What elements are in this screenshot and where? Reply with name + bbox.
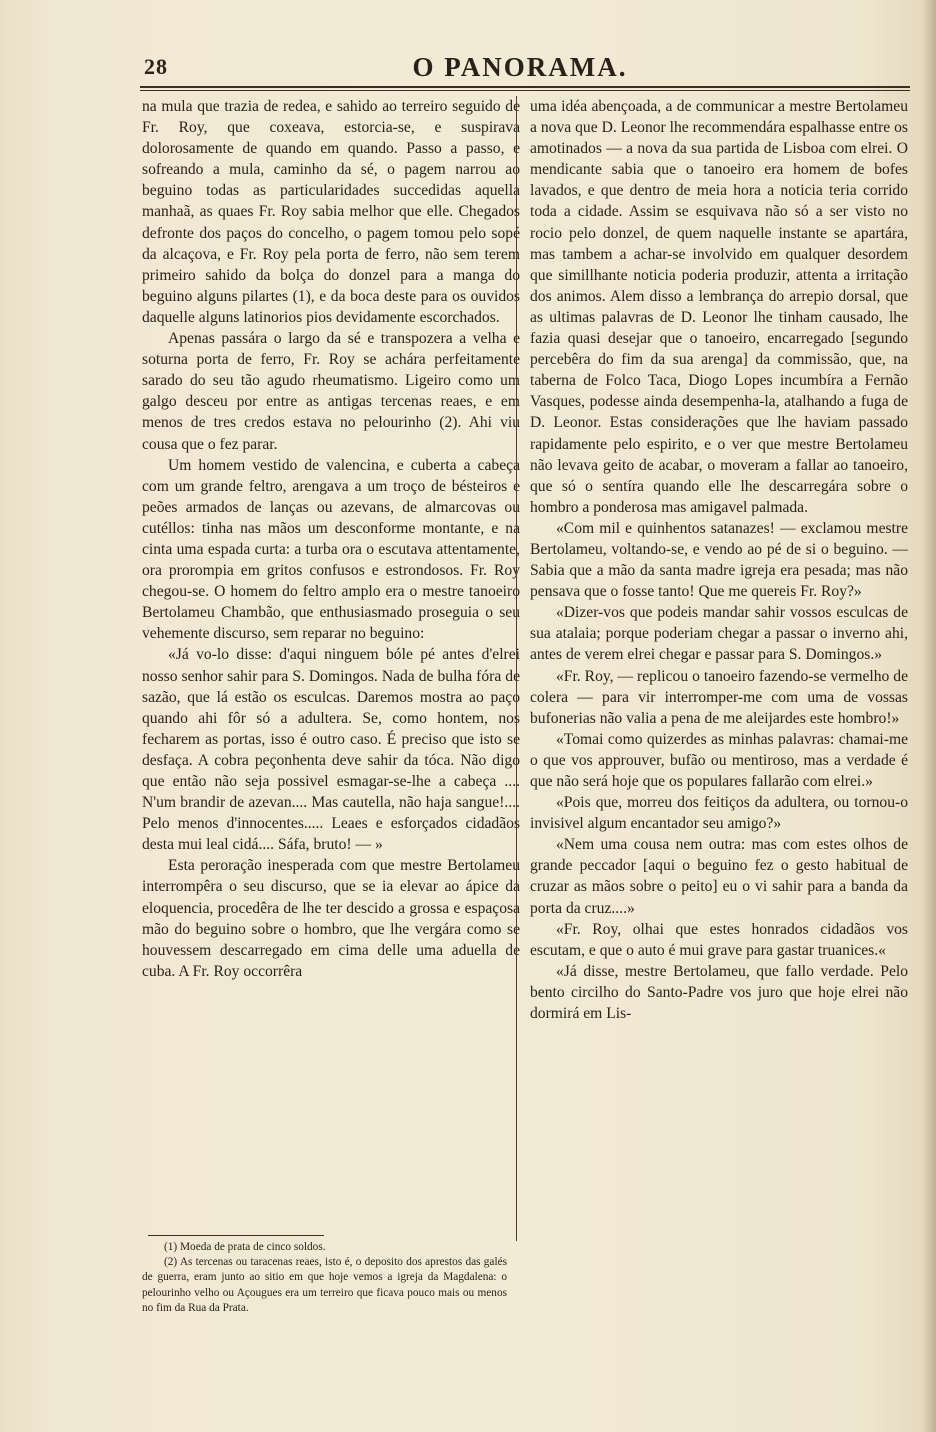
page-number: 28 <box>144 54 168 79</box>
footnotes <box>142 1240 507 1316</box>
page-header <box>140 52 900 82</box>
paragraph: «Pois que, morreu dos feitiços da adultera, ou tornou-o invisivel algum encantador seu amigo?» <box>530 794 908 833</box>
paragraph: «Com mil e quinhentos satanazes! — exclamou mestre Bertolameu, voltando-se, e vendo ao pé de si o beguino. — Sabia que a mão da santa madre igreja era pesada; mas não pensava que o fosse tanto! Que me quereis Fr. Roy?» <box>530 519 908 601</box>
paragraph: «Fr. Roy, olhai que estes honrados cidadãos vos escutam, e que o auto é mui grave para gastar truanices.« <box>530 920 908 959</box>
paragraph: Esta peroração inesperada com que mestre Bertolameu interrompêra o seu discurso, que se ia elevar ao ápice da eloquencia, procedêra de lhe ter descido a grossa e espaçosa mão do beguino sobre o hombro, que lhe vergára como se houvessem descarregado em cima delle uma aduella de cuba. A Fr. Roy occorrêra <box>142 857 520 980</box>
paragraph: «Dizer-vos que podeis mandar sahir vossos esculcas de sua atalaia; porque poderiam chegar a passar o inverno ahi, antes de verem elrei chegar e passar para S. Domingos.» <box>530 604 908 664</box>
right-column <box>530 96 908 1024</box>
footnote-rule <box>148 1235 324 1236</box>
paragraph: «Nem uma cousa nem outra: mas com estes olhos de grande peccador [aqui o beguino fez o gesto habitual de cruzar as mãos sobre o peito] eu o vi sahir para a banda da porta da cruz....» <box>530 836 908 917</box>
paragraph: «Já disse, mestre Bertolameu, que fallo verdade. Pelo bento circilho do Santo-Padre vos juro que hoje elrei não dormirá em Lis- <box>530 962 908 1023</box>
footnote: (1) Moeda de prata de cinco soldos. <box>164 1241 326 1253</box>
paragraph: Um homem vestido de valencina, e cuberta a cabeça com um grande feltro, arengava a um troço de bésteiros e peões armados de lanças ou azevans, de almarcovas ou cutéllos: tinha nas mãos um desconforme montante, e na cinta uma espada curta: a turba ora o escutava attentamente, ora prorompia em gritos confusos e estrondosos. Fr. Roy chegou-se. O homem do feltro amplo era o mestre tanoeiro Bertolameu Chambão, que enthusiasmado proseguia o seu vehemente discurso, sem reparar no beguino: <box>142 456 520 643</box>
paragraph: «Tomai como quizerdes as minhas palavras: chamai-me o que vos approuver, bufão ou mentiroso, mas a verdade é que não será hoje que os populares fallarão com elrei.» <box>530 730 908 790</box>
paragraph: uma idéa abençoada, a de communicar a mestre Bertolameu a nova que D. Leonor lhe recommendára espalhasse entre os amotinados — a nova da sua partida de Lisboa com elrei. O mendicante sabia que o tanoeiro era homem de bofes lavados, e que dentro de meia hora a noticia teria corrido toda a cidade. Assim se esquivava não só a ser visto no rocio pelo donzel, de quem naquelle instante se apartára, mas tambem a achar-se involvido em qualquer desordem que simillhante noticia poderia produzir, attenta a irritação dos animos. Alem disso a lembrança do arrepio dorsal, que as ultimas palavras de D. Leonor lhe tinham causado, lhe fazia quasi desejar que o tanoeiro, encarregado [segundo percebêra do fim da sua arenga] da commissão, que, na taberna de Folco Taca, Diogo Lopes incumbíra a Fernão Vasques, podesse ainda desempenha-la, atalhando a fuga de D. Leonor. Estas considerações que lhe haviam passado rapidamente pelo espirito, e o ver que mestre Bertolameu não levava geito de acabar, o moveram a fallar ao tanoeiro, que só o sentíra quando elle lhe descarregára sobre o hombro a ponderosa mas amigavel palmada. <box>530 98 908 516</box>
masthead-title: O PANORAMA. <box>412 52 628 82</box>
left-column <box>142 96 520 982</box>
header-rule <box>140 86 910 88</box>
paragraph: «Fr. Roy, — replicou o tanoeiro fazendo-se vermelho de colera — para vir interromper-me com uma de vossas bufonerias não valia a pena de me aleijardes este hombro!» <box>530 667 908 727</box>
paragraph: Apenas passára o largo da sé e transpozera a velha e soturna porta de ferro, Fr. Roy se achára perfeitamente sarado do seu tão agudo rheumatismo. Ligeiro como um galgo desceu por entre as antigas tercenas reaes, e em menos de tres credos estava no pelourinho (2). Ahi viu cousa que o fez parar. <box>142 330 520 453</box>
paragraph: na mula que trazia de redea, e sahido ao terreiro seguido de Fr. Roy, que coxeava, estorcia-se, e suspirava dolorosamente de quando em quando. Passo a passo, e sofreando a mula, caminho da sé, o pagem narrou ao beguino todas as particularidades succedidas aquella manhaã, as quaes Fr. Roy sabia melhor que elle. Chegados defronte dos paços do concelho, o pagem tomou pelo sopé da alcaçova, e Fr. Roy pela porta de ferro, não sem terem primeiro sahido da bolça do donzel para a manga do beguino alguns pilartes (1), e da boca deste para os ouvidos daquelle alguns latinorios pios devidamente escorchados. <box>142 98 520 326</box>
page-edge-shadow <box>922 0 936 1432</box>
footnote: (2) As tercenas ou taracenas reaes, isto é, o deposito dos aprestos das galés de guerra, eram junto ao sitio em que hoje vemos a igreja da Magdalena: o pelourinho velho ou Açougues era um terreiro que ficava pouco mais ou menos no fim da Rua da Prata. <box>142 1256 507 1314</box>
header-rule-thin <box>140 90 910 91</box>
paragraph: «Já vo-lo disse: d'aqui ninguem bóle pé antes d'elrei nosso senhor sahir para S. Domingos. Nada de bulha fóra de sazão, que lá estão os esculcas. Daremos mostra ao paço quando ahi fôr só a adultera. Se, como hontem, nos fecharem as portas, isso é outro caso. É preciso que isto se desfaça. A cobra peçonhenta deve sahir da tóca. Não digo que então não seja possivel esmagar-se-lhe a cabeça .... N'um brandir de azevan.... Mas cautella, não haja sangue!.... Pelo menos d'innocentes..... Leaes e esforçados cidadãos desta mui leal cidá.... Sáfa, bruto! — » <box>142 646 520 854</box>
column-divider <box>516 96 517 1241</box>
